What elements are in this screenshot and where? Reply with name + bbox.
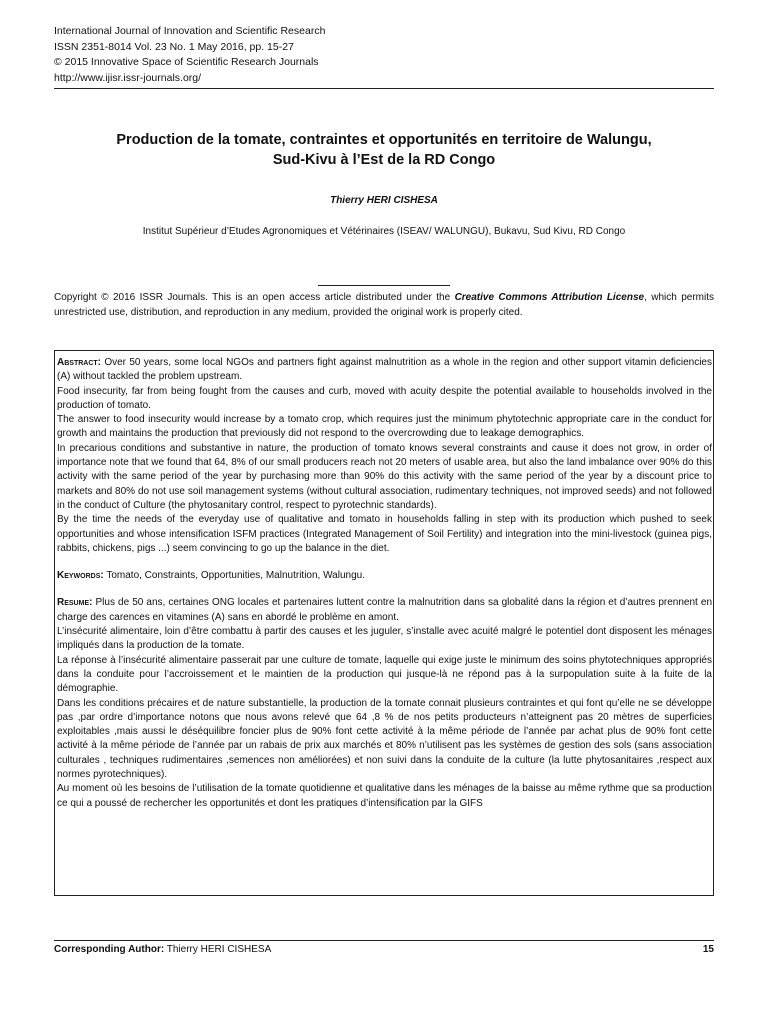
journal-url[interactable]: http://www.ijisr.issr-journals.org/: [54, 71, 202, 84]
journal-header: [54, 24, 714, 86]
abstract-text: Over 50 years, some local NGOs and partners fight against malnutrition as a whole in the region and other support vitamin deficiencies (A) without tackled the problem upstream.: [57, 357, 712, 383]
resume-paragraph: Au moment où les besoins de l’utilisation de la tomate quotidienne et qualitative dans les ménages de la baisse au même rythme que sa production ce qui a poussé de rechercher les opportunités et dont les pratiques d’intensification par la GIFS: [57, 783, 712, 809]
resume-paragraph: [57, 596, 712, 625]
resume-paragraph: L’insécurité alimentaire, loin d’être combattu à partir des causes et les juguler, s’installe avec acuité malgré le potentiel dont disposent les ménages impliqués dans la production de la tomate.: [57, 626, 712, 652]
page-number: 15: [702, 944, 714, 955]
resume-paragraph: La réponse à l’insécurité alimentaire passerait par une culture de tomate, laquelle qui exige juste le minimum des soins phytotechniques appropriés dans la conduite pour l’accroissement et le maintien de la production qui jusque-là ne répond pas à la surpopulation suite à la fuite de la démographie.: [57, 654, 712, 695]
abstract-box: [54, 350, 714, 896]
short-divider: [318, 285, 450, 286]
keywords-text: Tomato, Constraints, Opportunities, Malnutrition, Walungu.: [103, 570, 365, 582]
resume-text: Plus de 50 ans, certaines ONG locales et partenaires luttent contre la malnutrition dans sa globalité dans la région et d’autres prennent en charge des carences en vitamines (A) sans en abordé le problème en amont.: [57, 597, 712, 623]
resume-label: Resume:: [57, 597, 93, 609]
corresponding-label: Corresponding Author:: [54, 944, 165, 955]
copyright-text: Copyright © 2016 ISSR Journals. This is an open access article distributed under the: [54, 292, 455, 303]
author-affiliation: Institut Supérieur d’Etudes Agronomiques et Vétérinaires (ISEAV/ WALUNGU), Bukavu, Sud Kivu, RD Congo: [142, 226, 626, 237]
footer-divider: [54, 940, 714, 941]
issn-line: ISSN 2351-8014 Vol. 23 No. 1 May 2016, pp. 15-27: [54, 40, 294, 53]
header-divider: [54, 88, 714, 89]
page-footer: [54, 944, 714, 955]
abstract-paragraph: The answer to food insecurity would increase by a tomato crop, which requires just the minimum phytotechnic appropriate care in the conduct for growth and maintains the production that previously did not respond to the overcrowding due to leakage demographics.: [57, 414, 712, 440]
abstract-paragraph: Food insecurity, far from being fought from the causes and curb, moved with acuity despite the potential available to households involved in the production of tomato.: [57, 385, 712, 411]
abstract-paragraph: By the time the needs of the everyday use of qualitative and tomato in households falling in step with its production which pushed to seek opportunities and whose intensification ISFM practices (Integrated Management of Soil Fertility) and integration into the mini-livestock (guinea pigs, rabbits, chickens, pigs ...) seem convincing to go up the balance in the diet.: [57, 514, 712, 554]
author-name: Thierry HERI CISHESA: [330, 195, 438, 206]
license-name: Creative Commons Attribution License: [454, 292, 645, 303]
keywords-label: Keywords:: [57, 570, 104, 582]
keywords-paragraph: [57, 569, 712, 583]
copyright-text-end: , which permits unrestricted use, distribution, and reproduction in any medium, provided the original work is properly cited.: [54, 292, 714, 318]
copyright-notice: [54, 290, 714, 320]
corresponding-author: [54, 944, 271, 955]
title-line-2: Sud-Kivu à l’Est de la RD Congo: [272, 152, 496, 168]
journal-name: International Journal of Innovation and Scientific Research: [54, 25, 326, 37]
copyright-line: © 2015 Innovative Space of Scientific Research Journals: [54, 56, 319, 68]
paper-title: [54, 130, 714, 170]
abstract-paragraph: [57, 356, 712, 385]
abstract-label: Abstract:: [57, 357, 101, 368]
abstract-paragraph: In precarious conditions and substantive in nature, the production of tomato knows several constraints and cause it does not grow, in order of importance note that we found that 64, 8% of our small producers reach not 20 meters of usable area, but also the land imbalance over 90% do this activity with the same period of the year by purchasing more than 90% do this activity with the same period of the year by a discount price to markets and 80% do not use soil management systems (without cultural association, rudimentary techniques, not improved seeds) and not followed in the conduct of Culture (the phytosanitary control, respect to pyrotechnic standards).: [57, 442, 712, 511]
corresponding-name: Thierry HERI CISHESA: [164, 944, 272, 955]
title-line-1: Production de la tomate, contraintes et opportunités en territoire de Walungu,: [116, 132, 652, 148]
resume-paragraph: Dans les conditions précaires et de nature substantielle, la production de la tomate connait plusieurs contraintes et qui font qu’elle ne se développe pas ,par ordre d’importance notons que nous avons relevé que 64 ,8 % de nos petits producteurs n’atteignent pas 20 mètres de superficies exploitables ,mais aussi le déséquilibre foncier plus de 90% font cette activité à la même période de l’année par achat plus de 90% font cette activité à la même période de l’année par un rabais de prix aux marchés et 80% n’utilisent pas les systèmes de gestion des sols (sans association culturales , techniques rudimentaires ,semences non améliorées) et non suivi dans la conduite de la culture (la lutte phytosanitaires ,respect aux normes pyrotechniques).: [57, 697, 712, 781]
